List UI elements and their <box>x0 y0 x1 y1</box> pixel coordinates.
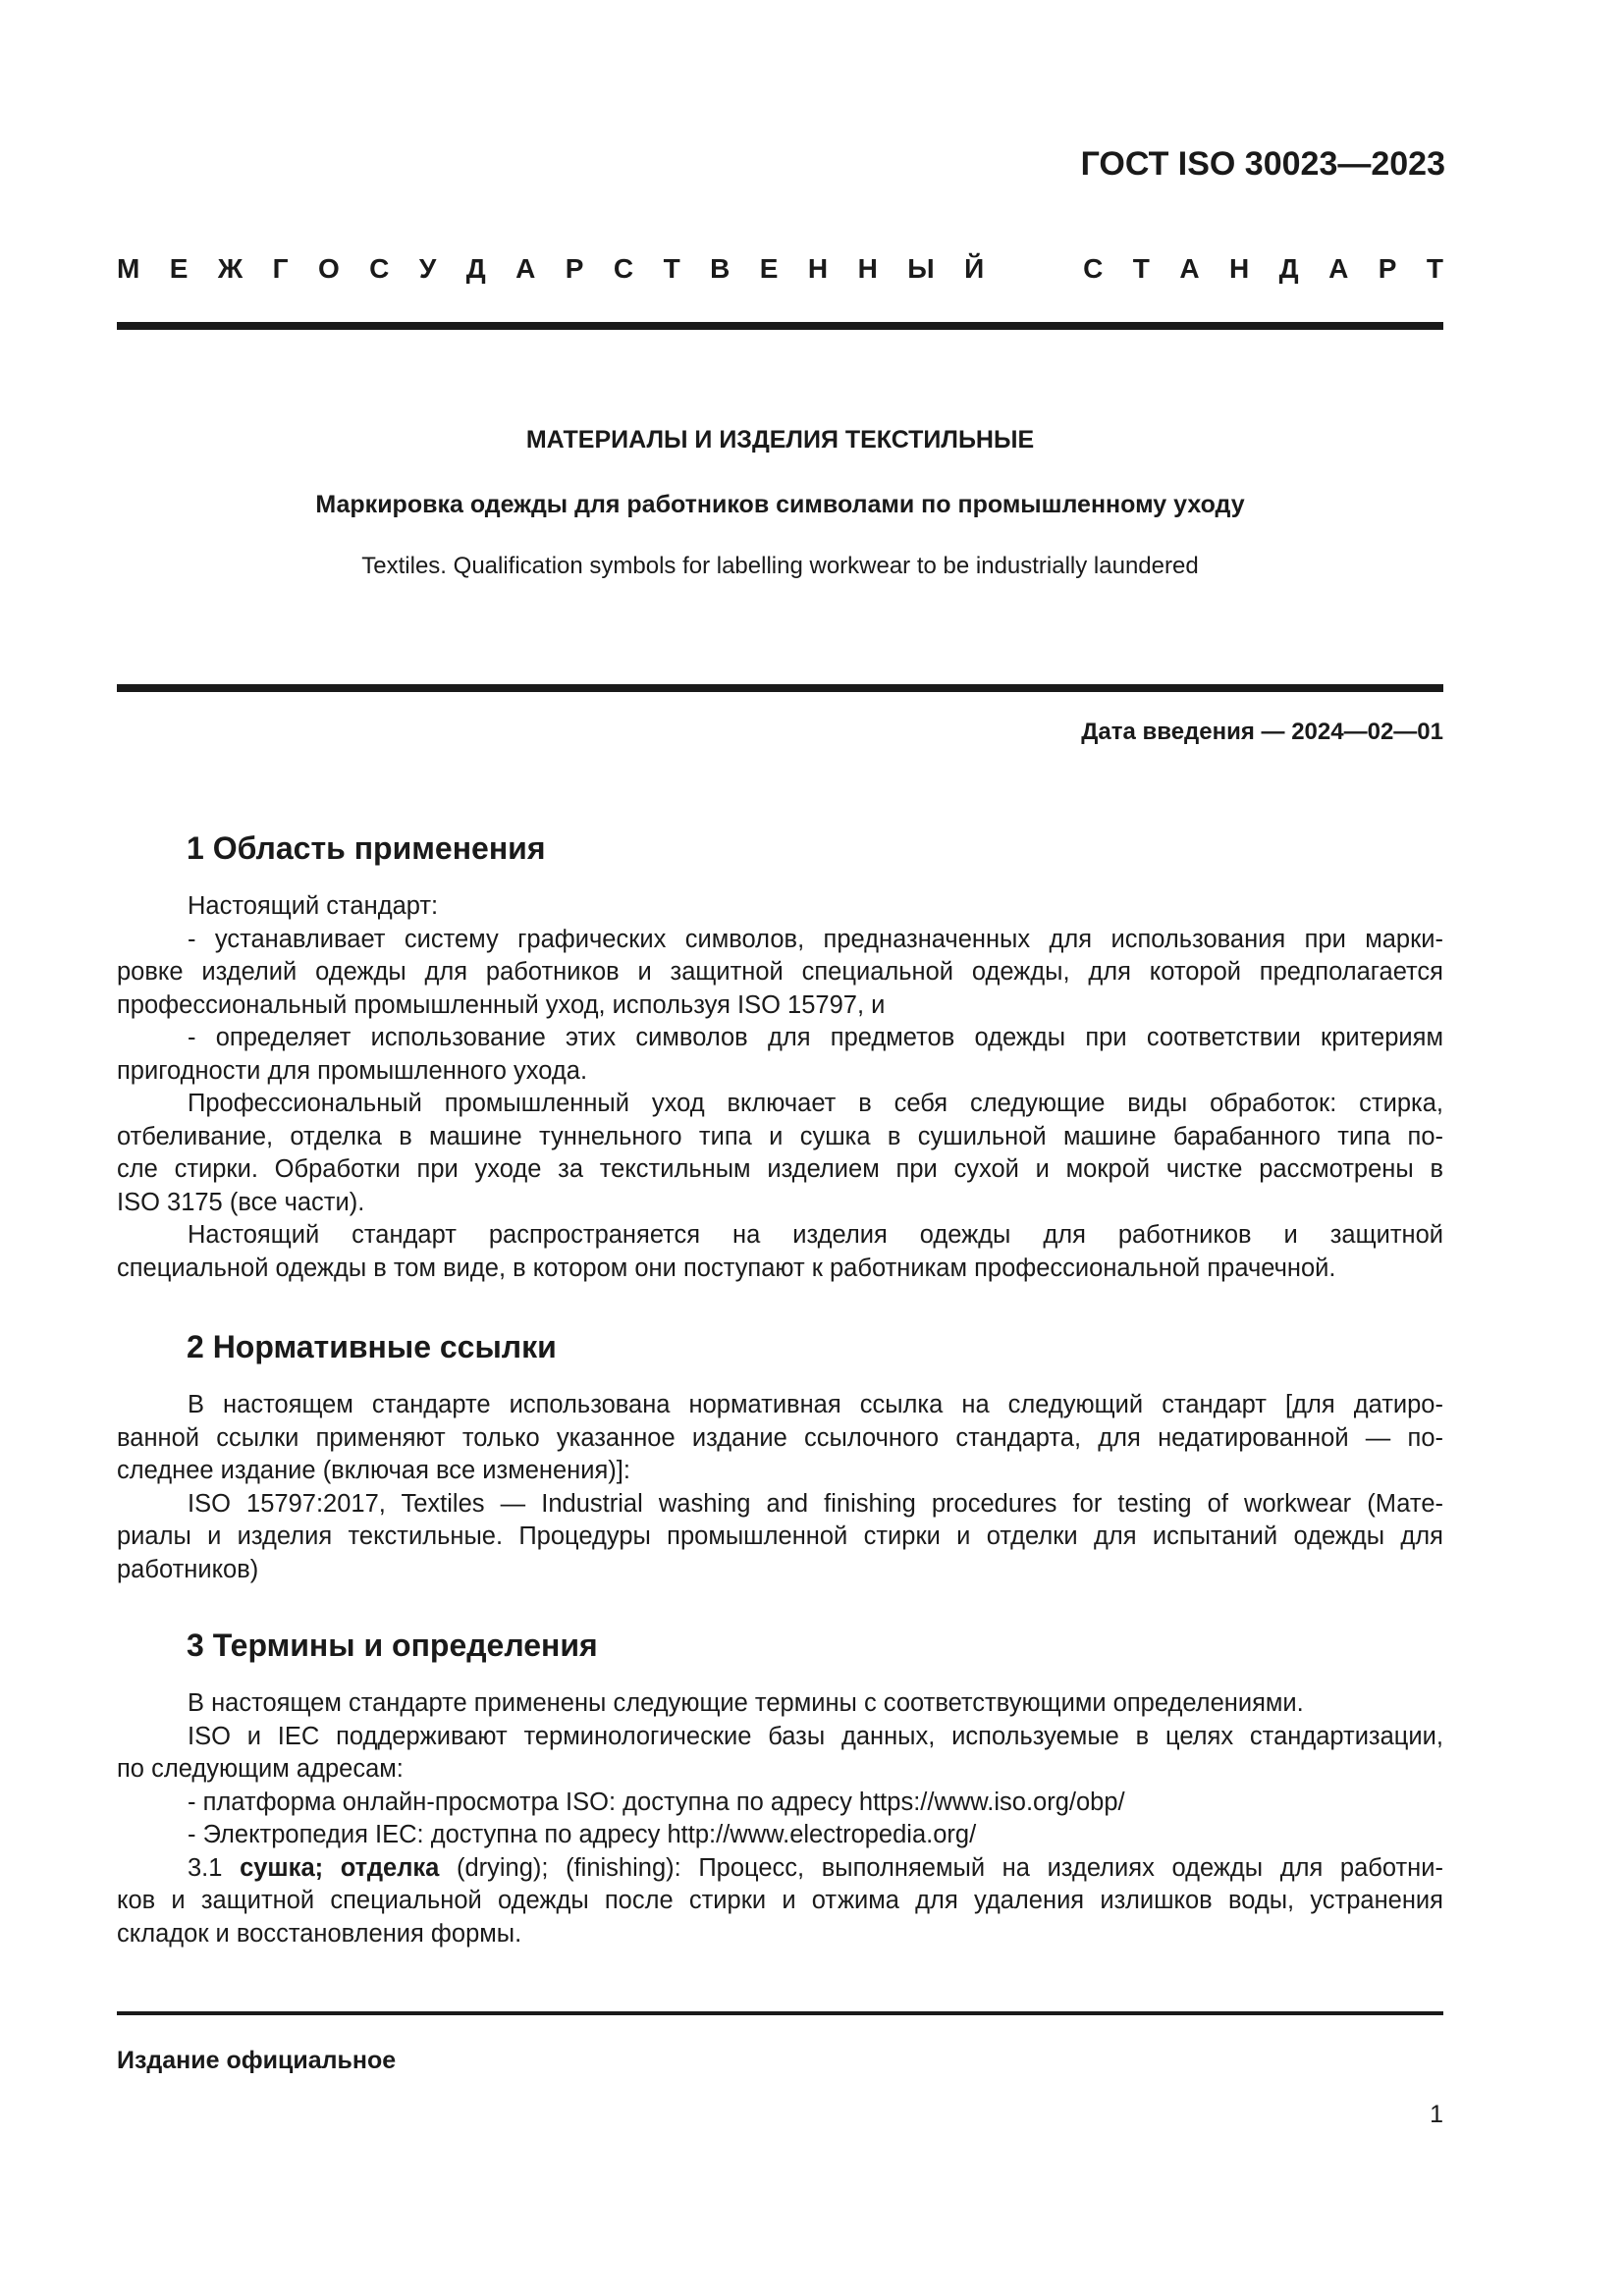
letter: Т <box>663 253 680 284</box>
letter: Т <box>1132 253 1150 284</box>
document-subtitle: Маркировка одежды для работников символами по промышленному уходу <box>315 491 1245 518</box>
letter: Е <box>169 253 189 284</box>
text-line: следнее издание (включая все изменения)]: <box>117 1457 630 1484</box>
term-number: 3.1 <box>188 1853 241 1882</box>
letter: С <box>613 253 634 284</box>
text-line: Настоящий стандарт: <box>188 892 439 920</box>
letter: Д <box>465 253 486 284</box>
letter: О <box>317 253 340 284</box>
text-line: ков и защитной специальной одежды после стирки и отжима для удаления излишков воды, устранения <box>117 1887 1443 1914</box>
official-edition-label: Издание официальное <box>117 2047 397 2074</box>
text-line: риалы и изделия текстильные. Процедуры промышленной стирки и отделки для испытаний одежды для <box>117 1522 1443 1550</box>
text-line: складок и восстановления формы. <box>117 1919 522 1948</box>
letter: Т <box>1426 253 1443 284</box>
footer-rule <box>117 2011 1443 2015</box>
page-number: 1 <box>1430 2101 1443 2128</box>
text-line: ISO 15797:2017, Textiles — Industrial washing and finishing procedures for testing of workwear (Мате- <box>188 1489 1443 1518</box>
text-line: профессиональный промышленный уход, используя ISO 15797, и <box>117 990 886 1019</box>
top-rule <box>117 322 1443 330</box>
section-2-body <box>117 1389 1443 1586</box>
section-3-body <box>117 1687 1443 1950</box>
document-code: ГОСТ ISO 30023—2023 <box>1080 145 1445 183</box>
word-gap <box>1014 253 1054 285</box>
text-line: Настоящий стандарт распространяется на изделия одежды для работников и защитной <box>188 1221 1443 1249</box>
title-rule <box>117 684 1443 692</box>
letter: Д <box>1278 253 1299 284</box>
letter: Н <box>857 253 878 284</box>
section-2-title: 2 Нормативные ссылки <box>187 1329 557 1364</box>
standard-kind-heading <box>117 253 1443 285</box>
text-line: - устанавливает систему графических символов, предназначенных для использования при марки- <box>188 925 1443 953</box>
letter: С <box>1083 253 1104 284</box>
letter: В <box>710 253 731 284</box>
letter: Н <box>807 253 829 284</box>
section-1-body <box>117 890 1443 1285</box>
introduction-date: Дата введения — 2024—02—01 <box>1081 719 1443 745</box>
section-3-title: 3 Термины и определения <box>187 1628 598 1663</box>
text-line: отбеливание, отделка в машине туннельного типа и сушка в сушильной машине барабанного типа по- <box>117 1122 1443 1150</box>
letter: А <box>1179 253 1200 284</box>
text-line: В настоящем стандарте использована нормативная ссылка на следующий стандарт [для датиро- <box>188 1391 1443 1418</box>
text-line: сле стирки. Обработки при уходе за текстильным изделием при сухой и мокрой чистке рассмотрены в <box>117 1155 1443 1183</box>
text-line: Профессиональный промышленный уход включает в себя следующие виды обработок: стирка, <box>188 1090 1443 1117</box>
text-line: В настоящем стандарте применены следующие термины с соответствующими определениями. <box>188 1689 1304 1717</box>
text-line: ISO и IEC поддерживают терминологические базы данных, используемые в целях стандартизации, <box>188 1722 1443 1750</box>
text-line: работников) <box>117 1555 259 1583</box>
term-definition-start: (drying); (finishing): Процесс, выполняемый на изделиях одежды для работни- <box>439 1853 1443 1882</box>
text-line: по следующим адресам: <box>117 1755 404 1783</box>
text-line: - определяет использование этих символов для предметов одежды при соответствии критериям <box>188 1024 1443 1051</box>
letter: А <box>515 253 536 284</box>
section-1-title: 1 Область применения <box>187 830 546 866</box>
letter: Н <box>1229 253 1250 284</box>
letter: У <box>418 253 437 284</box>
text-line: - Электропедия IEC: доступна по адресу http://www.electropedia.org/ <box>188 1821 977 1848</box>
text-line: специальной одежды в том виде, в котором они поступают к работникам профессиональной прачечной. <box>117 1254 1336 1282</box>
letter: А <box>1328 253 1349 284</box>
text-line: - платформа онлайн-просмотра ISO: доступна по адресу https://www.iso.org/obp/ <box>188 1788 1125 1816</box>
letter: Г <box>272 253 289 284</box>
term-name: сушка; отделка <box>240 1853 440 1882</box>
document-title: МАТЕРИАЛЫ И ИЗДЕЛИЯ ТЕКСТИЛЬНЫЕ <box>525 426 1035 454</box>
text-line: ванной ссылки применяют только указанное издание ссылочного стандарта, для недатированной — по- <box>117 1423 1443 1452</box>
text-line: пригодности для промышленного ухода. <box>117 1056 588 1085</box>
letter: Е <box>759 253 779 284</box>
text-line: ISO 3175 (все части). <box>117 1188 365 1216</box>
letter: С <box>369 253 390 284</box>
text-line: ровке изделий одежды для работников и защитной специальной одежды, для которой предполагается <box>117 958 1443 986</box>
english-title: Textiles. Qualification symbols for labelling workwear to be industrially laundered <box>361 553 1199 579</box>
term-line <box>117 1852 1443 1886</box>
letter: Ы <box>907 253 935 284</box>
letter: Й <box>964 253 985 284</box>
letter: М <box>117 253 140 284</box>
letter: Р <box>565 253 584 284</box>
letter: Ж <box>217 253 244 284</box>
letter: Р <box>1378 253 1397 284</box>
